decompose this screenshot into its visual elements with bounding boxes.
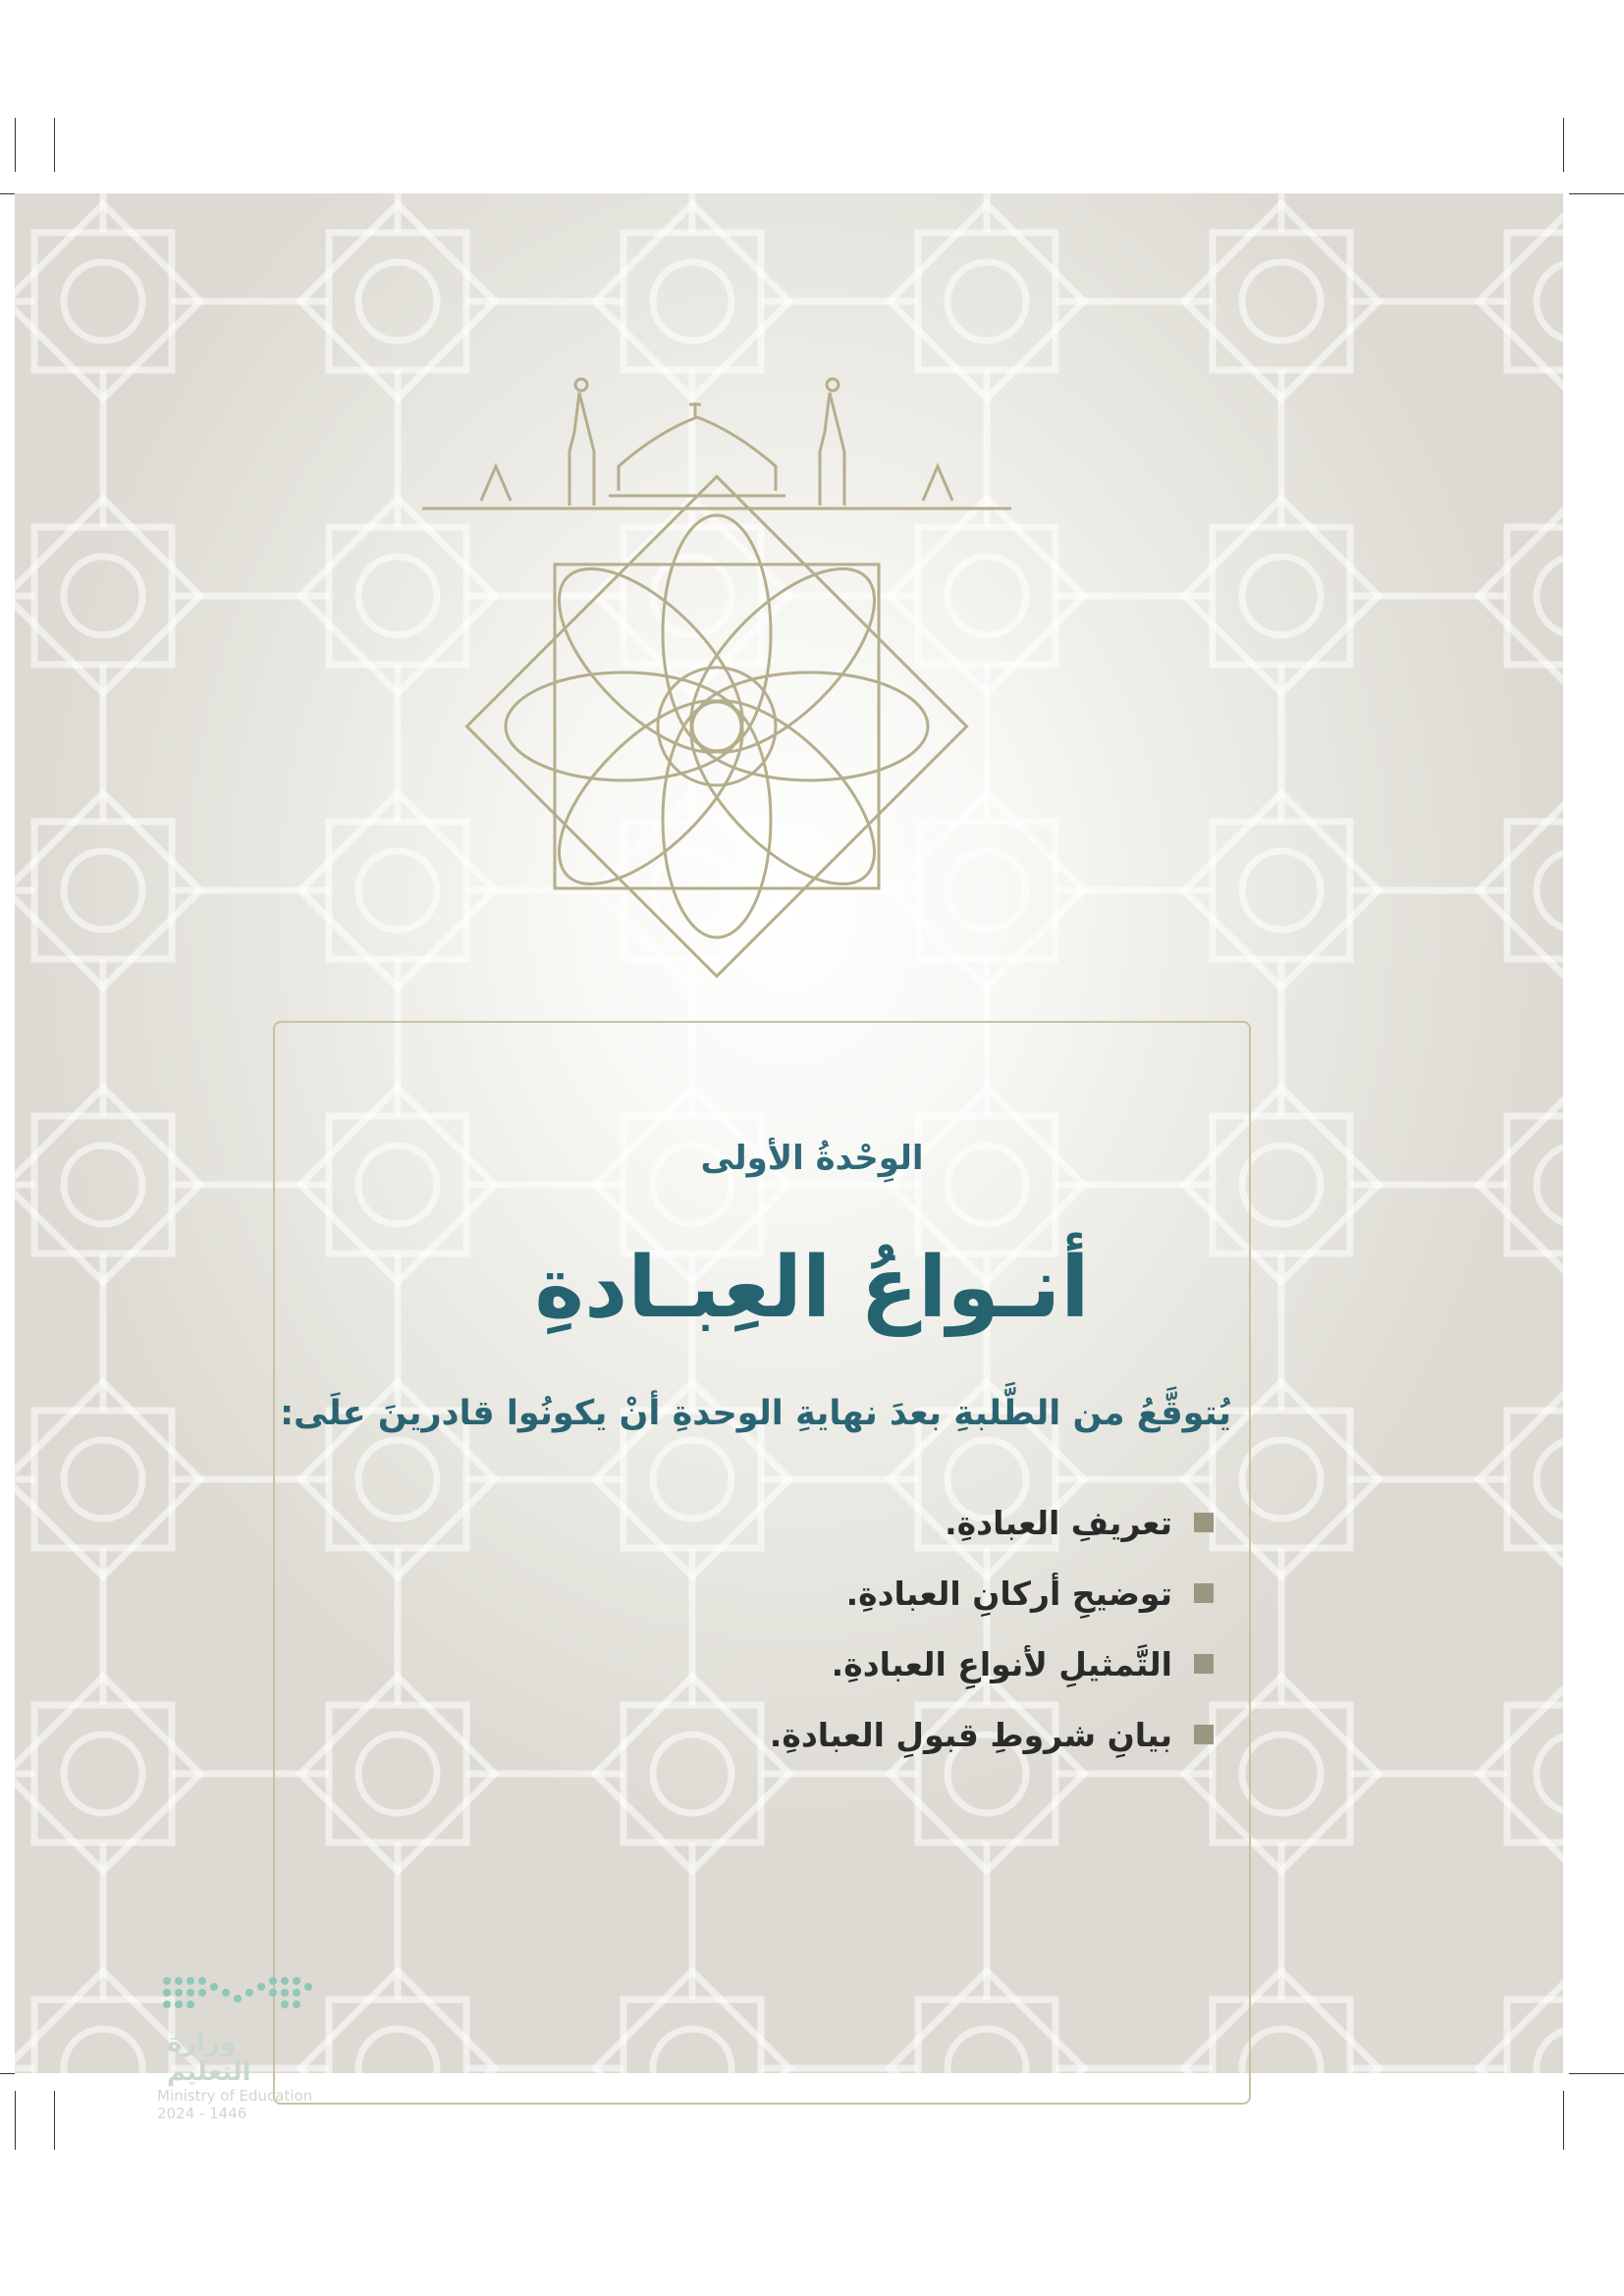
crop-mark	[1569, 2073, 1624, 2074]
list-item	[770, 1704, 1214, 1765]
crop-mark	[0, 2073, 15, 2074]
ministry-name-ar: وزارة التعليم	[167, 2028, 251, 2087]
crop-mark	[1563, 2091, 1564, 2150]
unit-label: الوِحْدةُ الأولى	[700, 1139, 924, 1178]
list-item	[770, 1633, 1214, 1694]
crop-mark	[1563, 118, 1564, 172]
square-bullet-icon	[1194, 1583, 1214, 1603]
objective-text: التَّمثيلِ لأنواعِ العبادةِ.	[831, 1644, 1172, 1683]
ministry-year: 2024 - 1446	[157, 2105, 247, 2122]
objective-text: تعريفِ العبادةِ.	[945, 1503, 1172, 1542]
square-bullet-icon	[1194, 1654, 1214, 1674]
crop-mark	[1569, 193, 1624, 194]
unit-title: أنـواعُ العِبـادةِ	[534, 1239, 1090, 1337]
list-item	[770, 1563, 1214, 1624]
ministry-logo	[157, 1973, 324, 2122]
square-bullet-icon	[1194, 1513, 1214, 1532]
crop-mark	[15, 2091, 16, 2150]
objective-text: توضيحِ أركانِ العبادةِ.	[845, 1574, 1172, 1613]
list-item	[770, 1492, 1214, 1553]
square-bullet-icon	[1194, 1725, 1214, 1744]
ministry-dots-icon	[157, 1973, 324, 2022]
objective-text: بيانِ شروطِ قبولِ العبادةِ.	[769, 1715, 1172, 1754]
ministry-name-en: Ministry of Education	[157, 2087, 313, 2105]
objectives-list	[770, 1492, 1214, 1775]
crop-mark	[54, 118, 55, 172]
crop-mark	[54, 2091, 55, 2150]
crop-mark	[0, 193, 15, 194]
learning-objectives-intro: يُتوقَّعُ من الطَّلبةِ بعدَ نهايةِ الوحدةِ أنْ يكونُوا قادرينَ علَى:	[280, 1394, 1231, 1433]
crop-mark	[15, 118, 16, 172]
mosque-rosette-emblem	[422, 294, 1011, 1080]
